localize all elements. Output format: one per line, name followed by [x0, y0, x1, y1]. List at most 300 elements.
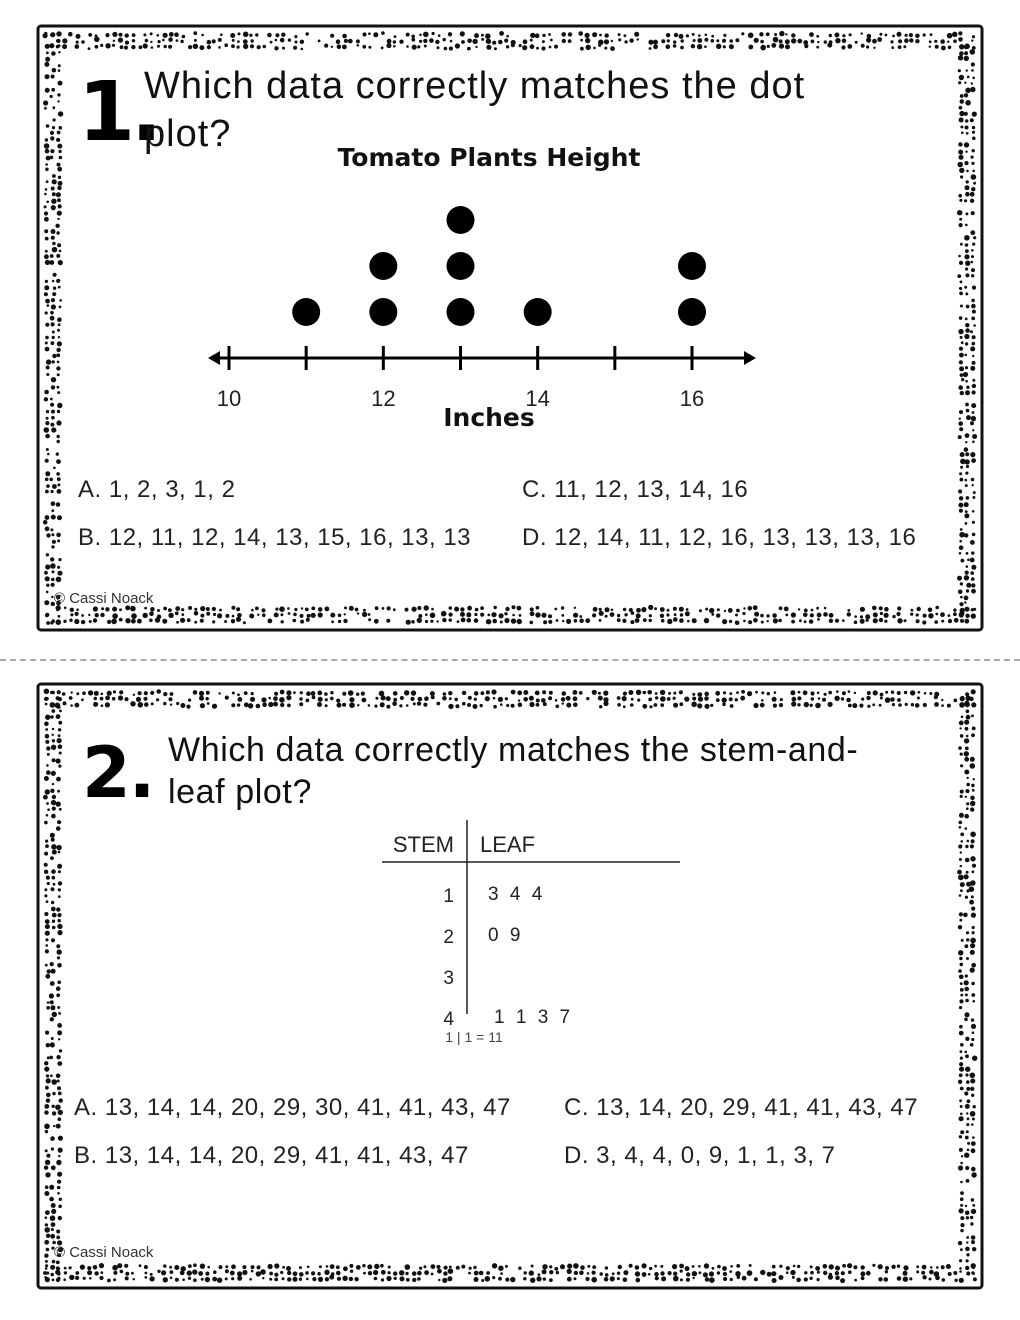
- border-dot: [785, 33, 787, 35]
- border-dot: [105, 607, 109, 611]
- border-dot: [562, 702, 564, 704]
- border-dot: [262, 613, 266, 617]
- border-dot: [251, 1265, 255, 1269]
- border-dot: [286, 690, 291, 695]
- border-dot: [52, 1279, 55, 1282]
- border-dot: [375, 697, 378, 700]
- border-dot: [51, 838, 55, 842]
- border-dot: [344, 613, 346, 615]
- border-dot: [960, 833, 964, 837]
- border-dot: [970, 943, 975, 948]
- border-dot: [909, 33, 913, 37]
- border-dot: [964, 354, 967, 357]
- border-dot: [143, 33, 146, 36]
- border-dot: [59, 126, 63, 130]
- border-dot: [435, 40, 439, 44]
- border-dot: [960, 243, 963, 246]
- border-dot: [44, 888, 47, 891]
- border-dot: [692, 697, 696, 701]
- border-dot: [43, 520, 48, 525]
- border-dot: [699, 1271, 702, 1274]
- border-dot: [56, 777, 61, 782]
- border-dot: [668, 692, 671, 695]
- border-dot: [63, 620, 66, 623]
- border-dot: [58, 181, 63, 186]
- border-dot: [666, 44, 671, 49]
- border-dot: [673, 617, 678, 622]
- border-dot: [362, 612, 367, 617]
- border-dot: [224, 620, 227, 623]
- choice-b[interactable]: B. 12, 11, 12, 14, 13, 15, 16, 13, 13: [78, 524, 472, 551]
- border-dot: [318, 697, 323, 702]
- border-dot: [649, 619, 652, 622]
- border-dot: [205, 1272, 209, 1276]
- border-dot: [393, 608, 396, 611]
- border-dot: [53, 1266, 56, 1269]
- border-dot: [959, 168, 964, 173]
- border-dot: [51, 75, 55, 79]
- border-dot: [971, 608, 974, 611]
- border-dot: [624, 613, 627, 616]
- border-dot: [350, 1270, 353, 1273]
- border-dot: [46, 1234, 50, 1238]
- border-dot: [941, 1265, 945, 1269]
- border-dot: [406, 620, 411, 625]
- border-dot: [972, 149, 975, 152]
- border-dot: [307, 1266, 310, 1269]
- border-dot: [964, 575, 969, 580]
- border-dot: [791, 612, 796, 617]
- border-dot: [728, 608, 733, 613]
- border-dot: [747, 691, 752, 696]
- border-dot: [431, 1273, 434, 1276]
- border-dot: [306, 699, 310, 703]
- border-dot: [971, 162, 974, 165]
- border-dot: [960, 305, 963, 308]
- border-dot: [163, 33, 168, 38]
- border-dot: [336, 1271, 341, 1276]
- border-dot: [58, 69, 61, 72]
- border-dot: [705, 34, 708, 37]
- border-dot: [286, 695, 291, 700]
- border-dot: [960, 851, 962, 853]
- border-dot: [948, 619, 952, 623]
- border-dot: [144, 1276, 147, 1279]
- border-dot: [693, 39, 696, 42]
- border-dot: [536, 47, 539, 50]
- choice-a[interactable]: A. 13, 14, 14, 20, 29, 30, 41, 41, 43, 47: [74, 1094, 511, 1121]
- border-dot: [273, 702, 278, 707]
- border-dot: [58, 895, 61, 898]
- border-dot: [511, 704, 515, 708]
- border-dot: [406, 33, 410, 37]
- border-dot: [46, 746, 50, 750]
- border-dot: [45, 697, 48, 700]
- border-dot: [966, 409, 970, 413]
- border-dot: [972, 243, 975, 246]
- border-dot: [454, 607, 459, 612]
- border-dot: [966, 552, 969, 555]
- border-dot: [493, 705, 497, 709]
- border-dot: [959, 1031, 964, 1036]
- border-dot: [46, 1248, 50, 1252]
- border-dot: [399, 40, 403, 44]
- border-dot: [654, 1272, 659, 1277]
- border-dot: [45, 342, 48, 345]
- border-dot: [599, 608, 602, 611]
- border-dot: [487, 614, 490, 617]
- choice-d[interactable]: D. 12, 14, 11, 12, 16, 13, 13, 13, 16: [522, 524, 917, 551]
- border-dot: [53, 287, 56, 290]
- border-dot: [357, 612, 359, 614]
- border-dot: [964, 1091, 968, 1095]
- border-dot: [56, 472, 60, 476]
- border-dot: [71, 691, 73, 693]
- border-dot: [959, 75, 964, 80]
- border-dot: [279, 606, 285, 612]
- border-dot: [970, 938, 976, 944]
- border-dot: [542, 34, 545, 37]
- border-dot: [924, 692, 927, 695]
- border-dot: [438, 1279, 440, 1281]
- border-dot: [76, 34, 81, 39]
- border-dot: [767, 1272, 772, 1277]
- dot-plot: [204, 134, 774, 434]
- border-dot: [561, 606, 564, 609]
- border-dot: [112, 697, 116, 701]
- border-dot: [56, 1236, 60, 1240]
- border-dot: [44, 1067, 49, 1072]
- border-dot: [929, 1270, 934, 1275]
- border-dot: [970, 330, 973, 333]
- border-dot: [729, 692, 732, 695]
- border-dot: [966, 882, 971, 887]
- border-dot: [45, 1277, 50, 1282]
- border-dot: [57, 1180, 61, 1184]
- border-dot: [971, 255, 974, 258]
- border-dot: [959, 199, 962, 202]
- border-dot: [898, 45, 902, 49]
- border-dot: [139, 1264, 142, 1267]
- border-dot: [774, 33, 777, 36]
- border-dot: [959, 261, 963, 265]
- border-dot: [192, 1269, 197, 1274]
- border-dot: [473, 704, 478, 709]
- border-dot: [354, 1277, 358, 1281]
- border-dot: [47, 753, 50, 756]
- border-dot: [45, 974, 50, 979]
- border-dot: [965, 993, 968, 996]
- border-dot: [217, 613, 222, 618]
- border-dot: [412, 45, 417, 50]
- border-dot: [273, 696, 278, 701]
- border-dot: [816, 607, 819, 610]
- border-dot: [972, 1136, 975, 1139]
- border-dot: [56, 279, 60, 283]
- border-dot: [967, 1149, 970, 1152]
- border-dot: [736, 691, 739, 694]
- border-dot: [58, 204, 62, 208]
- choice-c[interactable]: C. 13, 14, 20, 29, 41, 41, 43, 47: [564, 1094, 919, 1121]
- border-dot: [242, 1265, 246, 1269]
- border-dot: [966, 1241, 968, 1243]
- border-dot: [966, 957, 969, 960]
- border-dot: [257, 45, 261, 49]
- border-dot: [948, 614, 951, 617]
- border-dot: [636, 690, 641, 695]
- border-dot: [971, 913, 976, 918]
- border-dot: [554, 1267, 558, 1271]
- border-dot: [760, 614, 764, 618]
- border-dot: [62, 692, 66, 696]
- border-dot: [45, 1216, 48, 1219]
- border-dot: [132, 33, 136, 37]
- border-dot: [971, 478, 975, 482]
- border-dot: [965, 151, 967, 153]
- border-dot: [971, 62, 975, 66]
- border-dot: [859, 704, 863, 708]
- border-dot: [500, 1272, 503, 1275]
- border-dot: [779, 606, 783, 610]
- border-dot: [499, 31, 504, 36]
- leaf-header: LEAF: [480, 832, 536, 857]
- border-dot: [961, 939, 964, 942]
- border-dot: [836, 690, 839, 693]
- border-dot: [485, 1276, 491, 1282]
- border-dot: [157, 34, 160, 37]
- data-dot: [447, 206, 475, 234]
- border-dot: [58, 111, 63, 116]
- border-dot: [44, 571, 48, 575]
- border-dot: [679, 618, 684, 623]
- border-dot: [158, 40, 161, 43]
- border-dot: [959, 427, 963, 431]
- border-dot: [966, 1271, 970, 1275]
- data-dot: [369, 298, 397, 326]
- border-dot: [697, 38, 702, 43]
- border-dot: [811, 40, 815, 44]
- border-dot: [959, 1278, 964, 1283]
- border-dot: [959, 418, 961, 420]
- border-dot: [301, 607, 303, 609]
- border-dot: [761, 621, 764, 624]
- border-dot: [970, 950, 975, 955]
- border-dot: [95, 45, 99, 49]
- border-dot: [43, 100, 48, 105]
- border-dot: [934, 40, 937, 43]
- border-dot: [101, 693, 104, 696]
- border-dot: [357, 704, 359, 706]
- border-dot: [57, 403, 62, 408]
- border-dot: [960, 790, 964, 794]
- border-dot: [964, 987, 969, 992]
- border-dot: [717, 1265, 721, 1269]
- border-dot: [51, 377, 56, 382]
- border-dot: [50, 1136, 55, 1141]
- border-dot: [51, 490, 54, 493]
- border-dot: [225, 696, 229, 700]
- border-dot: [618, 1265, 622, 1269]
- border-dot: [634, 32, 639, 37]
- border-dot: [47, 304, 50, 307]
- border-dot: [461, 618, 466, 623]
- border-dot: [804, 1277, 808, 1281]
- border-dot: [57, 93, 60, 96]
- border-dot: [125, 1276, 129, 1280]
- border-dot: [964, 513, 969, 518]
- border-dot: [736, 1264, 740, 1268]
- border-dot: [810, 704, 813, 707]
- border-dot: [872, 703, 875, 706]
- border-dot: [972, 931, 975, 934]
- border-dot: [282, 47, 285, 50]
- border-dot: [522, 45, 527, 50]
- border-dot: [275, 39, 278, 42]
- border-dot: [52, 807, 56, 811]
- border-dot: [57, 539, 60, 542]
- border-dot: [57, 477, 61, 481]
- border-dot: [642, 704, 647, 709]
- border-dot: [971, 268, 975, 272]
- border-dot: [198, 1271, 203, 1276]
- border-dot: [529, 702, 534, 707]
- border-dot: [373, 1270, 378, 1275]
- border-dot: [958, 421, 963, 426]
- border-dot: [337, 1277, 341, 1281]
- border-dot: [655, 696, 658, 699]
- leaf-values: 3 4 4: [488, 884, 546, 905]
- border-dot: [705, 1277, 710, 1282]
- border-dot: [643, 618, 647, 622]
- border-dot: [46, 802, 49, 805]
- border-dot: [692, 33, 695, 36]
- border-dot: [59, 710, 62, 713]
- border-dot: [199, 696, 204, 701]
- border-dot: [965, 267, 968, 270]
- border-dot: [554, 608, 557, 611]
- border-dot: [56, 533, 61, 538]
- border-dot: [960, 608, 965, 613]
- border-dot: [64, 1267, 67, 1270]
- border-dot: [562, 39, 566, 43]
- border-dot: [336, 1265, 340, 1269]
- border-dot: [610, 612, 615, 617]
- border-dot: [70, 608, 74, 612]
- border-dot: [207, 1266, 210, 1269]
- border-dot: [57, 1030, 62, 1035]
- border-dot: [45, 1160, 50, 1165]
- border-dot: [225, 614, 229, 618]
- border-dot: [679, 34, 684, 39]
- border-dot: [405, 608, 409, 612]
- border-dot: [854, 621, 858, 625]
- border-dot: [834, 33, 839, 38]
- border-dot: [44, 870, 48, 874]
- border-dot: [144, 1265, 148, 1269]
- border-dot: [892, 35, 895, 38]
- border-dot: [180, 703, 185, 708]
- border-dot: [959, 292, 963, 296]
- border-dot: [773, 618, 778, 623]
- border-dot: [960, 982, 963, 985]
- border-dot: [958, 590, 963, 595]
- border-dot: [685, 1266, 690, 1271]
- border-dot: [355, 608, 359, 612]
- border-dot: [918, 691, 921, 694]
- border-dot: [636, 1278, 641, 1283]
- border-dot: [466, 612, 471, 617]
- cut-line-divider: [0, 659, 1020, 661]
- choice-b[interactable]: B. 13, 14, 14, 20, 29, 41, 41, 43, 47: [74, 1142, 469, 1169]
- border-dot: [958, 503, 963, 508]
- border-dot: [44, 1124, 50, 1130]
- border-dot: [94, 697, 97, 700]
- border-dot: [57, 218, 59, 220]
- border-dot: [966, 710, 970, 714]
- tick-label: 14: [525, 386, 550, 411]
- border-dot: [45, 931, 50, 936]
- border-dot: [57, 211, 62, 216]
- tick-label: 12: [371, 386, 396, 411]
- border-dot: [711, 35, 714, 38]
- border-dot: [52, 106, 55, 109]
- border-dot: [759, 32, 763, 36]
- border-dot: [971, 733, 975, 737]
- border-dot: [603, 701, 608, 706]
- border-dot: [673, 692, 676, 695]
- border-dot: [125, 41, 129, 45]
- border-dot: [330, 1264, 335, 1269]
- border-dot: [971, 589, 976, 594]
- border-dot: [46, 484, 50, 488]
- border-dot: [970, 844, 974, 848]
- border-dot: [45, 163, 48, 166]
- border-dot: [965, 510, 968, 513]
- border-dot: [884, 1277, 889, 1282]
- border-dot: [953, 608, 956, 611]
- border-dot: [492, 1263, 497, 1268]
- border-dot: [531, 1265, 534, 1268]
- border-dot: [971, 317, 975, 321]
- choice-d[interactable]: D. 3, 4, 4, 0, 9, 1, 1, 3, 7: [564, 1142, 836, 1169]
- border-dot: [730, 1265, 733, 1268]
- border-dot: [193, 690, 198, 695]
- border-dot: [660, 1271, 664, 1275]
- border-dot: [46, 1154, 50, 1158]
- border-dot: [964, 82, 966, 84]
- border-dot: [59, 156, 63, 160]
- choice-a[interactable]: A. 1, 2, 3, 1, 2: [78, 476, 236, 503]
- border-dot: [58, 64, 61, 67]
- border-dot: [964, 56, 969, 61]
- border-dot: [704, 38, 708, 42]
- border-dot: [105, 43, 110, 48]
- border-dot: [579, 1271, 584, 1276]
- border-dot: [45, 515, 50, 520]
- border-dot: [971, 1094, 974, 1097]
- border-dot: [45, 526, 50, 531]
- border-dot: [343, 619, 347, 623]
- border-dot: [958, 69, 961, 72]
- border-dot: [111, 619, 117, 625]
- border-dot: [567, 1277, 572, 1282]
- border-dot: [52, 1012, 57, 1017]
- border-dot: [964, 814, 969, 819]
- border-dot: [959, 106, 963, 110]
- border-dot: [45, 1264, 48, 1267]
- border-dot: [848, 690, 851, 693]
- choice-c[interactable]: C. 11, 12, 13, 14, 16: [522, 476, 749, 503]
